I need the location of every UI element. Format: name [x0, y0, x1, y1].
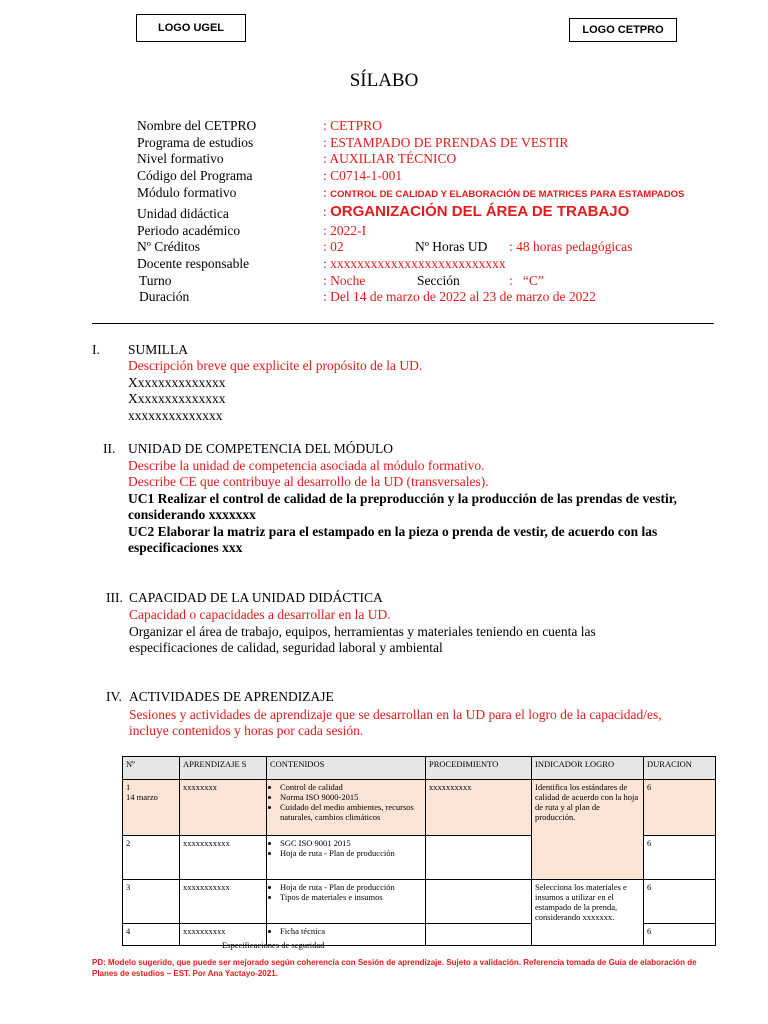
logo-ugel-label: LOGO UGEL: [158, 22, 224, 34]
row4-duracion: 6: [644, 924, 716, 946]
row1-content-2: • Norma ISO 9000-2015: [280, 792, 422, 802]
info-value-creditos: : 02: [323, 239, 344, 254]
s1-title: SUMILLA: [128, 342, 188, 357]
s4-title: ACTIVIDADES DE APRENDIZAJE: [129, 689, 334, 704]
row3-procedimiento: [426, 880, 532, 924]
header-num: Nº: [123, 757, 180, 780]
s2-title: UNIDAD DE COMPETENCIA DEL MÓDULO: [128, 441, 393, 456]
s2-uc1-line-1: UC1 Realizar el control de calidad de la preproducción y la producción de las prendas de vestir,: [128, 491, 677, 506]
info-label-codigo: Código del Programa: [137, 168, 253, 183]
row1-num-value: 1: [126, 782, 131, 792]
s1-line-2: Xxxxxxxxxxxxxx: [128, 391, 226, 406]
row1-procedimiento: xxxxxxxxxx: [426, 780, 532, 836]
info-label-cetpro: Nombre del CETPRO: [137, 118, 257, 133]
row1-content-1: • Control de calidad: [280, 782, 422, 792]
row2-content-2: • Hoja de ruta - Plan de producción: [280, 848, 422, 858]
info-value-unidad-text: ORGANIZACIÓN DEL ÁREA DE TRABAJO: [330, 203, 630, 220]
info-label-horas: Nº Horas UD: [415, 239, 488, 254]
info-label-programa: Programa de estudios: [137, 135, 254, 150]
row1-duracion: 6: [644, 780, 716, 836]
row3-content-2: • Tipos de materiales e insumos: [280, 892, 422, 902]
info-value-programa: : ESTAMPADO DE PRENDAS DE VESTIR: [323, 135, 569, 150]
info-value-codigo: : C0714-1-001: [323, 168, 403, 183]
row2-content-1: • SGC ISO 9001 2015: [280, 838, 422, 848]
info-value-horas: : 48 horas pedagógicas: [509, 239, 633, 254]
s3-line-2: especificaciones de calidad, seguridad laboral y ambiental: [129, 640, 443, 655]
s3-number: III.: [106, 590, 123, 605]
row3-content-1: • Hoja de ruta - Plan de producción: [280, 882, 422, 892]
info-value-seccion: : “C”: [509, 273, 544, 288]
s2-uc2-line-1: UC2 Elaborar la matriz para el estampado en la pieza o prenda de vestir, de acuerdo con las: [128, 524, 658, 539]
info-label-docente: Docente responsable: [137, 256, 250, 271]
row1-num: [123, 780, 180, 836]
info-value-unidad: [323, 204, 629, 220]
page-title: SÍLABO: [349, 70, 419, 91]
activities-table: [122, 756, 716, 946]
table-row: [123, 880, 716, 924]
table-overflow-text: Especificaciones de seguridad: [222, 940, 325, 950]
indicador-1: Identifica los estándares de calidad de acuerdo con la hoja de ruta y al plan de producción.: [532, 780, 644, 880]
s3-hint: Capacidad o capacidades a desarrollar en la UD.: [129, 607, 391, 622]
row3-contenidos: [267, 880, 426, 924]
s2-hint-2: Describe CE que contribuye al desarrollo de la UD (transversales).: [128, 474, 489, 489]
row2-aprendizaje: xxxxxxxxxxx: [180, 836, 267, 880]
logo-cetpro: [569, 18, 677, 42]
info-label-creditos: Nº Créditos: [137, 239, 201, 254]
logo-ugel: [136, 14, 246, 42]
row2-duracion: 6: [644, 836, 716, 880]
row3-duracion: 6: [644, 880, 716, 924]
header-indicador: INDICADOR LOGRO: [532, 757, 644, 780]
indicador-2: Selecciona los materiales e insumos a utilizar en el estampado de la prenda, considerando xxxxxxx.: [532, 880, 644, 946]
s1-number: I.: [92, 342, 100, 357]
info-value-cetpro: : CETPRO: [323, 118, 382, 133]
info-value-periodo: : 2022-I: [323, 223, 367, 238]
logo-cetpro-label: LOGO CETPRO: [582, 24, 664, 36]
row4-content-1: • Ficha técnica: [280, 926, 422, 936]
header-aprendizajes: APRENDIZAJE S: [180, 757, 267, 780]
header-duracion: DURACION: [644, 757, 716, 780]
table-header-row: [123, 757, 716, 780]
row4-aprendizaje: xxxxxxxxxx: [180, 924, 267, 946]
info-label-unidad: Unidad didáctica: [137, 206, 229, 221]
s4-hint-1: Sesiones y actividades de aprendizaje que se desarrollan en la UD para el logro de la capacidad/es,: [129, 707, 662, 722]
row2-contenidos: [267, 836, 426, 880]
divider: [92, 323, 714, 324]
row1-content-3: • Cuidado del medio ambientes, recursos naturales, cambios climáticos: [280, 802, 422, 822]
row4-num: 4: [123, 924, 180, 946]
s1-line-1: Xxxxxxxxxxxxxx: [128, 375, 226, 390]
info-value-modulo: [323, 185, 684, 203]
s4-number: IV.: [106, 689, 122, 704]
row2-num: 2: [123, 836, 180, 880]
s2-uc2-line-2: especificaciones xxx: [128, 540, 243, 555]
info-label-nivel: Nivel formativo: [137, 151, 224, 166]
info-value-turno: : Noche: [323, 273, 366, 288]
info-label-turno: Turno: [139, 273, 172, 288]
row1-date: 14 marzo: [126, 792, 158, 802]
row3-aprendizaje: xxxxxxxxxxx: [180, 880, 267, 924]
s4-hint-2: incluye contenidos y horas por cada sesión.: [129, 723, 364, 738]
s1-line-3: xxxxxxxxxxxxxx: [128, 408, 223, 423]
s3-line-1: Organizar el área de trabajo, equipos, herramientas y materiales teniendo en cuenta las: [129, 624, 596, 639]
info-value-docente: : xxxxxxxxxxxxxxxxxxxxxxxxxx: [323, 256, 506, 271]
row2-procedimiento: [426, 836, 532, 880]
s2-uc1-line-2: considerando xxxxxxx: [128, 507, 256, 522]
info-label-periodo: Periodo académico: [137, 223, 241, 238]
row4-procedimiento: [426, 924, 532, 946]
info-value-modulo-text: CONTROL DE CALIDAD Y ELABORACIÓN DE MATRICES PARA ESTAMPADOS: [330, 189, 685, 200]
footer-note: PD: Modelo sugerido, que puede ser mejorado según coherencia con Sesión de aprendizaje. Sujeto a validación. Referencia tomada de Guía de elaboración de Planes de estudios – EST. Por Ana Yactayo-2021.: [92, 958, 697, 978]
info-label-modulo: Módulo formativo: [137, 185, 237, 200]
info-value-duracion: : Del 14 de marzo de 2022 al 23 de marzo de 2022: [323, 289, 596, 304]
row1-contenidos: [267, 780, 426, 836]
info-value-unidad-prefix: :: [323, 204, 331, 219]
header-procedimiento: PROCEDIMIENTO: [426, 757, 532, 780]
info-label-seccion: Sección: [417, 273, 460, 288]
info-label-duracion: Duración: [139, 289, 190, 304]
header-contenidos: CONTENIDOS: [267, 757, 426, 780]
s2-hint-1: Describe la unidad de competencia asociada al módulo formativo.: [128, 458, 485, 473]
s3-title: CAPACIDAD DE LA UNIDAD DIDÁCTICA: [129, 590, 383, 605]
s2-number: II.: [103, 441, 116, 456]
row1-aprendizaje: xxxxxxxx: [180, 780, 267, 836]
table-row: [123, 780, 716, 836]
info-value-modulo-prefix: :: [323, 185, 331, 200]
s1-hint: Descripción breve que explicite el propósito de la UD.: [128, 358, 423, 373]
info-value-nivel: : AUXILIAR TÉCNICO: [323, 151, 457, 166]
row3-num: 3: [123, 880, 180, 924]
